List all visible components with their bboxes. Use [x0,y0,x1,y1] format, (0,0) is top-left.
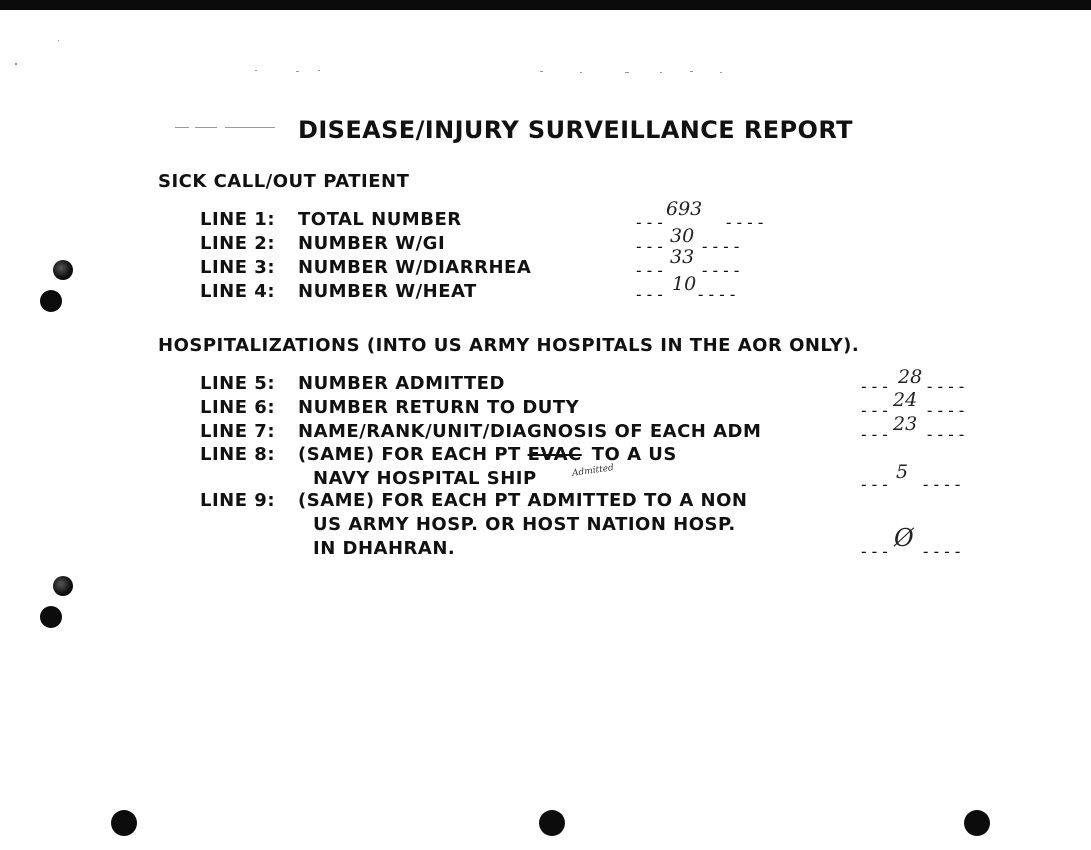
line-2-text: NUMBER W/GI [298,233,446,254]
line-3-label: LINE 3: [200,257,276,278]
punch-hole-icon [964,810,990,836]
line-1-label: LINE 1: [200,209,276,230]
line-8-text-pre: (SAME) FOR EACH PT [298,444,521,465]
line-5-value: 28 [898,366,923,388]
line-2-value: 30 [670,225,695,247]
line-3-value: 33 [670,246,695,268]
section-heading-hospitalizations: HOSPITALIZATIONS (INTO US ARMY HOSPITALS IN THE AOR ONLY). [158,335,860,356]
punch-hole-icon [40,290,62,312]
line-8-handwritten-insert: Admitted [571,463,615,479]
line-9-text-continued-1: US ARMY HOSP. OR HOST NATION HOSP. [313,514,736,535]
line-4-value: 10 [672,273,697,295]
line-7-blank: --- ---- [859,425,968,444]
line-4-label: LINE 4: [200,281,276,302]
line-3-blank: --- ---- [634,261,743,280]
line-4-blank: --- ---- [634,285,739,304]
line-3-text: NUMBER W/DIARRHEA [298,257,532,278]
line-6-value: 24 [893,389,918,411]
line-8-label: LINE 8: [200,444,276,465]
line-1-text: TOTAL NUMBER [298,209,462,230]
line-9-value: Ø [894,524,914,552]
line-2-blank: --- ---- [634,237,743,256]
line-8-struck-word: EVAC [527,444,582,465]
punch-hole-icon [539,810,565,836]
line-5-blank: --- ---- [859,377,968,396]
punch-hole-icon [40,606,62,628]
line-8-value: 5 [896,461,909,483]
line-2-label: LINE 2: [200,233,276,254]
line-8-text [298,444,677,465]
line-8-blank: --- ---- [859,475,964,494]
line-1-value: 693 [666,198,703,220]
line-5-label: LINE 5: [200,373,276,394]
line-7-value: 23 [893,413,918,435]
line-9-text: (SAME) FOR EACH PT ADMITTED TO A NON [298,490,748,511]
line-8-text-post: TO A US [591,444,677,465]
line-7-text: NAME/RANK/UNIT/DIAGNOSIS OF EACH ADM [298,421,762,442]
section-heading-sick-call: SICK CALL/OUT PATIENT [158,171,410,192]
line-8-text-continued: NAVY HOSPITAL SHIP [313,468,537,489]
line-6-text: NUMBER RETURN TO DUTY [298,397,580,418]
punch-hole-icon [111,810,137,836]
line-4-text: NUMBER W/HEAT [298,281,477,302]
line-9-blank: --- ---- [859,542,964,561]
punch-hole-icon [53,576,73,596]
line-7-label: LINE 7: [200,421,276,442]
line-1-blank: --- ---- [634,213,767,232]
punch-hole-icon [53,260,73,280]
line-6-label: LINE 6: [200,397,276,418]
line-5-text: NUMBER ADMITTED [298,373,505,394]
line-9-text-continued-2: IN DHAHRAN. [313,538,456,559]
line-6-blank: --- ---- [859,401,968,420]
line-9-label: LINE 9: [200,490,276,511]
report-title: DISEASE/INJURY SURVEILLANCE REPORT [298,116,853,144]
